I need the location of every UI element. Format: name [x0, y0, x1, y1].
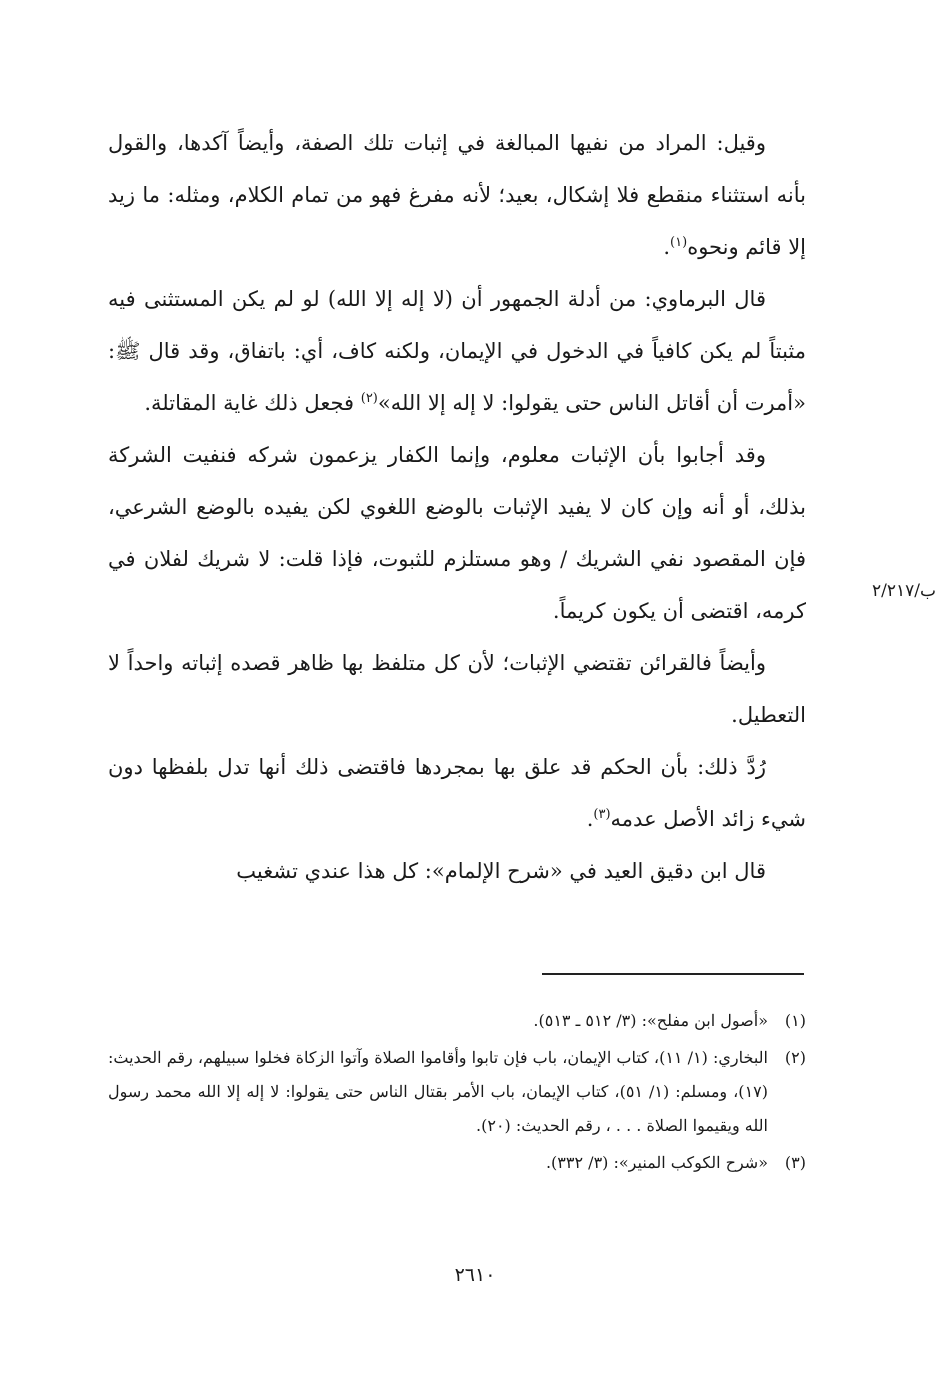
paragraph-3: وقد أجابوا بأن الإثبات معلوم، وإنما الكفار يزعمون شركه فنفيت الشركة بذلك، أو أنه وإن كان لا يفيد الإثبات بالوضع اللغوي لكن يفيده بالوضع الشرعي، فإن المقصود نفي الشريك / وهو مستلزم للثبوت، فإذا قلت: لا شريك لفلان في كرمه، اقتضى أن يكون كريماً. [108, 443, 806, 623]
footnote-text: «شرح الكوكب المنير»: (٣/ ٣٣٢). [545, 1153, 768, 1172]
footnote-divider [542, 973, 804, 975]
footnotes [108, 1004, 806, 1183]
footnote-ref-2: (٢) [360, 391, 378, 406]
manuscript-folio-note: ب/٢/٢١٧ [872, 581, 936, 601]
paragraph-2: قال البرماوي: من أدلة الجمهور أن (لا إله إلا الله) لو لم يكن المستثنى فيه مثبتاً لم يكن كافياً في الدخول في الإيمان، ولكنه كاف، أي: باتفاق، وقد قال ﷺ: «أمرت أن أقاتل الناس حتى يقولوا: لا إله إلا الله»$^{(٢)}$ فجعل ذلك غاية المقاتلة. [108, 287, 806, 415]
footnote-3 [108, 1146, 806, 1180]
footnote-text: «أصول ابن مفلح»: (٣/ ٥١٢ ـ ٥١٣). [533, 1011, 768, 1030]
footnote-number: (١) [784, 1011, 806, 1030]
paragraph-5: رُدَّ ذلك: بأن الحكم قد علق بها بمجردها فاقتضى ذلك أنها تدل بلفظها دون شيء زائد الأصل عدمه$^{(٣)}$. [108, 755, 806, 831]
paragraph-4: وأيضاً فالقرائن تقتضي الإثبات؛ لأن كل متلفظ بها ظاهر قصده إثباته واحداً لا التعطيل. [108, 651, 806, 727]
page-number: ٢٦١٠ [454, 1264, 496, 1286]
footnote-2 [108, 1041, 806, 1143]
footnote-ref-3: (٣) [593, 807, 611, 822]
footnote-1 [108, 1004, 806, 1038]
footnote-number: (٣) [784, 1153, 806, 1172]
footnote-number: (٢) [784, 1048, 806, 1067]
paragraph-1: وقيل: المراد من نفيها المبالغة في إثبات تلك الصفة، وأيضاً آكدها، والقول بأنه استثناء منقطع فلا إشكال، بعيد؛ لأنه مفرغ فهو من تمام الكلام، ومثله: ما زيد إلا قائم ونحوه$^{(١)}$. [108, 131, 806, 259]
paragraph-6: قال ابن دقيق العيد في «شرح الإلمام»: كل هذا عندي تشغيب [236, 859, 766, 883]
footnote-ref-1: (١) [670, 235, 688, 250]
footnote-text: البخاري: (١/ ١١)، كتاب الإيمان، باب فإن تابوا وأقاموا الصلاة وآتوا الزكاة فخلوا سبيلهم، رقم الحديث: (١٧)، ومسلم: (١/ ٥١)، كتاب الإيمان، باب الأمر بقتال الناس حتى يقولوا: لا إله إلا الله محمد رسول الله ويقيموا الصلاة . . . ، رقم الحديث: (٢٠). [108, 1048, 768, 1135]
body-text [108, 117, 806, 897]
